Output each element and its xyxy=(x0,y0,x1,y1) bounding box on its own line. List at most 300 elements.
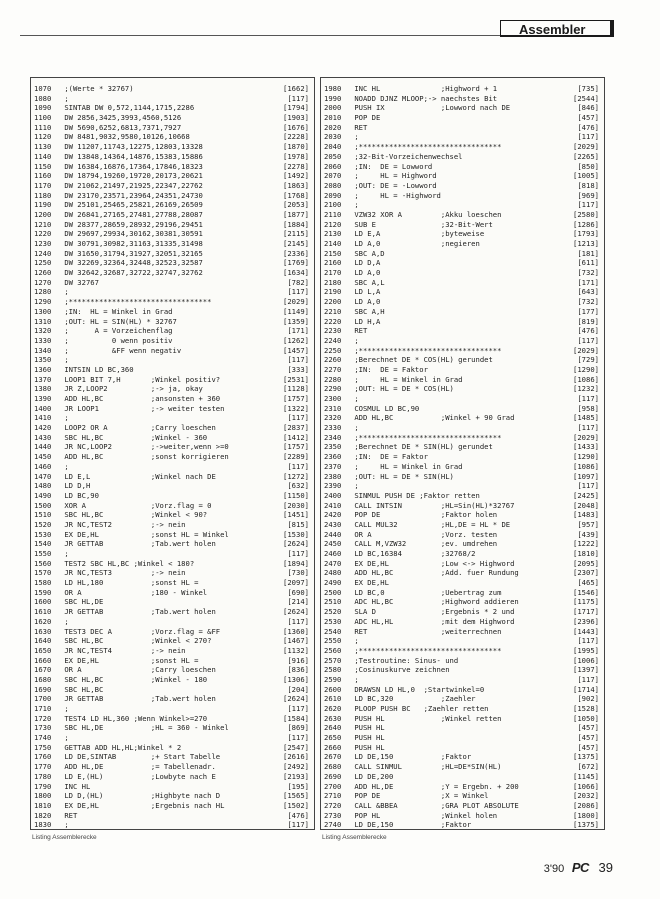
line-code: ;OUT: HL = SIN(HL) * 32767 xyxy=(60,316,177,326)
listing-line xyxy=(324,636,601,646)
listing-line xyxy=(324,84,601,94)
line-checksum: [476] xyxy=(287,810,309,820)
line-code: ADD HL,DE ;Y = Ergebn. + 200 xyxy=(350,781,519,791)
line-code: PUSH HL xyxy=(350,733,385,743)
line-code: DW 16384,16876,17364,17846,18323 xyxy=(60,161,203,171)
line-checksum: [1995] xyxy=(573,645,599,655)
line-code: RET xyxy=(350,122,368,132)
listing-line xyxy=(34,297,311,307)
listing-line xyxy=(34,782,311,792)
line-number: 2060 xyxy=(324,161,342,171)
line-code: INC HL xyxy=(60,781,91,791)
line-checksum: [1006] xyxy=(573,655,599,665)
line-code: LD A,0 xyxy=(350,268,381,278)
line-checksum: [1086] xyxy=(573,374,599,384)
line-code: ; xyxy=(60,355,69,365)
listing-line xyxy=(324,782,601,792)
line-checksum: [1714] xyxy=(573,684,599,694)
listing-line xyxy=(34,103,311,113)
line-number: 2570 xyxy=(324,655,342,665)
line-number: 2320 xyxy=(324,413,342,423)
listing-line xyxy=(34,442,311,452)
line-number: 1080 xyxy=(34,93,52,103)
line-checksum: [1050] xyxy=(573,713,599,723)
listing-line xyxy=(324,132,601,142)
line-number: 1100 xyxy=(34,113,52,123)
line-code: SINMUL PUSH DE ;Faktor retten xyxy=(350,490,480,500)
line-code: OR A ;180 - Winkel xyxy=(60,587,208,597)
line-number: 1400 xyxy=(34,403,52,413)
line-number: 2160 xyxy=(324,258,342,268)
line-number: 2050 xyxy=(324,151,342,161)
line-checksum: [177] xyxy=(577,306,599,316)
line-code: ADD HL,BC ;Winkel + 90 Grad xyxy=(350,413,515,423)
line-code: PUSH IX ;Lowword nach DE xyxy=(350,103,511,113)
listing-line xyxy=(34,462,311,472)
line-checksum: [439] xyxy=(577,529,599,539)
listing-line xyxy=(34,743,311,753)
line-code: ; HL = Winkel in Grad xyxy=(350,461,463,471)
listing-line xyxy=(324,811,601,821)
line-code: ; xyxy=(60,820,69,830)
line-checksum: [171] xyxy=(287,326,309,336)
listing-line xyxy=(324,491,601,501)
line-number: 1990 xyxy=(324,93,342,103)
line-number: 1280 xyxy=(34,287,52,297)
line-number: 2560 xyxy=(324,645,342,655)
line-code: LD A,0 ;negieren xyxy=(350,239,480,248)
line-number: 2310 xyxy=(324,403,342,413)
line-number: 1150 xyxy=(34,161,52,171)
line-number: 1750 xyxy=(34,742,52,752)
listing-line xyxy=(324,365,601,375)
line-number: 2200 xyxy=(324,297,342,307)
line-code: ;Cosinuskurve zeichnen xyxy=(350,665,450,675)
line-code: ;********************************* xyxy=(350,645,502,655)
listing-line xyxy=(34,491,311,501)
line-checksum: [916] xyxy=(287,655,309,665)
line-code: ; xyxy=(60,93,69,103)
line-number: 2480 xyxy=(324,568,342,578)
line-checksum: [1128] xyxy=(283,384,309,394)
line-code: ;********************************* xyxy=(350,345,502,355)
line-code: CALL SINMUL ;HL=DE*SIN(HL) xyxy=(350,762,502,772)
listing-caption-right: Listing Assemblerecke xyxy=(322,834,387,841)
line-checksum: [2032] xyxy=(573,791,599,801)
listing-line xyxy=(34,723,311,733)
line-code: OR A ;Carry loeschen xyxy=(60,665,216,675)
line-number: 1590 xyxy=(34,587,52,597)
line-checksum: [1433] xyxy=(573,442,599,452)
line-number: 1350 xyxy=(34,355,52,365)
line-code: SBC HL,BC ;Winkel < 90? xyxy=(60,510,208,520)
section-tab xyxy=(500,20,612,37)
line-checksum: [1145] xyxy=(573,771,599,781)
line-number: 1290 xyxy=(34,297,52,307)
line-code: EX DE,HL ;sonst HL = Winkel xyxy=(60,529,229,539)
line-code: JR GETTAB ;Tab.wert holen xyxy=(60,539,216,549)
line-code: ; xyxy=(350,481,359,491)
listing-line xyxy=(324,442,601,452)
line-checksum: [457] xyxy=(577,113,599,123)
line-number: 1700 xyxy=(34,694,52,704)
line-code: POP DE ;Faktor holen xyxy=(350,510,498,520)
listing-line xyxy=(34,820,311,830)
line-number: 2020 xyxy=(324,122,342,132)
line-number: 2610 xyxy=(324,694,342,704)
line-number: 2640 xyxy=(324,723,342,733)
line-checksum: [2425] xyxy=(573,490,599,500)
line-checksum: [2228] xyxy=(283,132,309,142)
line-checksum: [2580] xyxy=(573,209,599,219)
line-checksum: [902] xyxy=(577,694,599,704)
line-number: 1300 xyxy=(34,306,52,316)
line-number: 1230 xyxy=(34,239,52,248)
line-checksum: [836] xyxy=(287,665,309,675)
line-checksum: [672] xyxy=(577,762,599,772)
line-checksum: [2029] xyxy=(573,432,599,442)
line-checksum: [2030] xyxy=(283,500,309,510)
line-checksum: [1443] xyxy=(573,626,599,636)
line-number: 1340 xyxy=(34,345,52,355)
line-number: 1200 xyxy=(34,209,52,219)
line-code: ;********************************* xyxy=(350,432,502,442)
line-checksum: [1086] xyxy=(573,461,599,471)
line-code: LOOP2 OR A ;Carry loeschen xyxy=(60,423,216,433)
line-number: 2290 xyxy=(324,384,342,394)
line-number: 1480 xyxy=(34,481,52,491)
line-number: 2680 xyxy=(324,762,342,772)
line-checksum: [2396] xyxy=(573,616,599,626)
line-number: 2040 xyxy=(324,142,342,152)
line-number: 2590 xyxy=(324,674,342,684)
line-code: ; xyxy=(60,616,69,626)
line-checksum: [2531] xyxy=(283,374,309,384)
listing-line xyxy=(34,210,311,220)
line-number: 2100 xyxy=(324,200,342,210)
line-checksum: [643] xyxy=(577,287,599,297)
line-checksum: [117] xyxy=(577,394,599,403)
listing-line xyxy=(324,317,601,327)
line-checksum: [1793] xyxy=(573,229,599,239)
line-number: 2520 xyxy=(324,607,342,617)
line-code: ; xyxy=(60,287,69,297)
listing-line xyxy=(324,481,601,491)
listing-line xyxy=(324,346,601,356)
listing-line xyxy=(324,336,601,346)
line-number: 2660 xyxy=(324,742,342,752)
line-checksum: [1451] xyxy=(283,510,309,520)
listing-line xyxy=(34,307,311,317)
listing-line xyxy=(324,559,601,569)
listing-line xyxy=(324,549,601,559)
listing-line xyxy=(324,791,601,801)
listing-line xyxy=(34,229,311,239)
line-checksum: [2265] xyxy=(573,151,599,161)
listing-line xyxy=(324,675,601,685)
listing-line xyxy=(324,394,601,404)
line-code: RET xyxy=(60,810,78,820)
line-code: CALL MUL32 ;HL,DE = HL * DE xyxy=(350,519,511,529)
line-number: 2180 xyxy=(324,277,342,287)
line-checksum: [2278] xyxy=(283,161,309,171)
line-number: 2250 xyxy=(324,345,342,355)
listing-line xyxy=(324,220,601,230)
listing-line xyxy=(34,433,311,443)
line-checksum: [782] xyxy=(287,277,309,287)
line-checksum: [2544] xyxy=(573,93,599,103)
listing-line xyxy=(34,384,311,394)
line-code: LD BC,320 ;Zaehler xyxy=(350,694,476,704)
line-checksum: [969] xyxy=(577,190,599,200)
line-code: COSMUL LD BC,90 xyxy=(350,403,420,413)
line-code: PLOOP PUSH BC ;Zaehler retten xyxy=(350,704,489,713)
listing-line xyxy=(324,501,601,511)
listing-line xyxy=(34,142,311,152)
line-checksum: [730] xyxy=(287,568,309,578)
line-checksum: [476] xyxy=(577,122,599,132)
line-number: 2340 xyxy=(324,432,342,442)
listing-line xyxy=(34,636,311,646)
line-number: 2550 xyxy=(324,636,342,646)
line-checksum: [117] xyxy=(287,733,309,743)
listing-line xyxy=(34,627,311,637)
line-code: ; xyxy=(350,132,359,142)
listing-line xyxy=(324,762,601,772)
line-code: ADC HL,HL ;mit dem Highword xyxy=(350,616,515,626)
listing-line xyxy=(324,307,601,317)
line-code: ;********************************* xyxy=(350,142,502,152)
line-number: 1310 xyxy=(34,316,52,326)
line-number: 1640 xyxy=(34,636,52,646)
listing-line xyxy=(324,152,601,162)
line-number: 1090 xyxy=(34,103,52,113)
line-number: 1440 xyxy=(34,442,52,452)
line-checksum: [1483] xyxy=(573,510,599,520)
line-code: LD E,(HL) ;Lowbyte nach E xyxy=(60,771,216,781)
listing-line xyxy=(324,656,601,666)
line-checksum: [869] xyxy=(287,723,309,733)
line-number: 2220 xyxy=(324,316,342,326)
line-code: ;IN: HL = Winkel in Grad xyxy=(60,306,173,316)
listing-line xyxy=(34,278,311,288)
line-number: 1410 xyxy=(34,413,52,423)
line-number: 1240 xyxy=(34,248,52,258)
line-number: 1070 xyxy=(34,84,52,93)
line-number: 2690 xyxy=(324,771,342,781)
line-checksum: [819] xyxy=(577,316,599,326)
line-checksum: [1546] xyxy=(573,587,599,597)
line-number: 2700 xyxy=(324,781,342,791)
line-checksum: [1768] xyxy=(283,190,309,200)
line-number: 1430 xyxy=(34,432,52,442)
line-code: ADC HL,BC ;Highword addieren xyxy=(350,597,519,607)
line-number: 1580 xyxy=(34,578,52,588)
line-number: 2350 xyxy=(324,442,342,452)
line-number: 1790 xyxy=(34,781,52,791)
line-checksum: [2547] xyxy=(283,742,309,752)
listing-line xyxy=(324,297,601,307)
listing-line xyxy=(34,249,311,259)
line-code: JR LOOP1 ;-> weiter testen xyxy=(60,403,225,413)
line-number: 1650 xyxy=(34,645,52,655)
line-number: 2440 xyxy=(324,529,342,539)
line-number: 2360 xyxy=(324,452,342,462)
line-checksum: [117] xyxy=(577,132,599,142)
line-code: TEST2 SBC HL,BC ;Winkel < 180? xyxy=(60,558,195,568)
line-number: 1570 xyxy=(34,568,52,578)
line-checksum: [2289] xyxy=(283,452,309,462)
line-checksum: [1757] xyxy=(283,442,309,452)
line-checksum: [1800] xyxy=(573,810,599,820)
magazine-logo: PC xyxy=(571,860,589,875)
listing-line xyxy=(34,568,311,578)
line-number: 2630 xyxy=(324,713,342,723)
line-checksum: [1584] xyxy=(283,713,309,723)
line-checksum: [2097] xyxy=(283,578,309,588)
line-number: 2460 xyxy=(324,549,342,558)
listing-line xyxy=(324,239,601,249)
listing-line xyxy=(324,462,601,472)
line-number: 2270 xyxy=(324,364,342,374)
line-checksum: [2029] xyxy=(573,142,599,152)
line-number: 1540 xyxy=(34,539,52,549)
line-number: 1380 xyxy=(34,384,52,394)
line-checksum: [1492] xyxy=(283,171,309,181)
line-code: JR NC,TEST4 ;-> nein xyxy=(60,645,186,655)
listing-line xyxy=(34,394,311,404)
line-number: 1530 xyxy=(34,529,52,539)
line-checksum: [1717] xyxy=(573,607,599,617)
line-code: ADD HL,DE ;= Tabellenadr. xyxy=(60,762,216,772)
line-checksum: [195] xyxy=(287,781,309,791)
line-checksum: [117] xyxy=(287,549,309,558)
line-code: DW 8481,9032,9580,10126,10668 xyxy=(60,132,190,142)
listing-line xyxy=(34,113,311,123)
listing-line xyxy=(324,733,601,743)
line-number: 1810 xyxy=(34,800,52,810)
line-code: SBC HL,DE xyxy=(60,597,104,607)
line-number: 2090 xyxy=(324,190,342,200)
listing-line xyxy=(324,820,601,830)
line-checksum: [2193] xyxy=(283,771,309,781)
line-code: RET ;weiterrechnen xyxy=(350,626,502,636)
line-checksum: [2492] xyxy=(283,762,309,772)
line-number: 2110 xyxy=(324,209,342,219)
header-rule xyxy=(20,35,510,36)
line-checksum: [2086] xyxy=(573,800,599,810)
line-checksum: [1290] xyxy=(573,364,599,374)
line-code: ; HL = -Highword xyxy=(350,190,441,200)
line-checksum: [1502] xyxy=(283,800,309,810)
listing-line xyxy=(34,530,311,540)
line-number: 2710 xyxy=(324,791,342,801)
listing-line xyxy=(324,258,601,268)
line-code: DW 25101,25465,25821,26169,26509 xyxy=(60,200,203,210)
line-checksum: [117] xyxy=(577,335,599,345)
listing-lines-left xyxy=(34,84,311,830)
listing-line xyxy=(324,171,601,181)
line-code: ADD HL,BC ;Add. fuer Rundung xyxy=(350,568,519,578)
line-code: POP DE xyxy=(350,113,381,123)
line-code: ; xyxy=(60,704,69,713)
listing-line xyxy=(34,597,311,607)
listing-line xyxy=(34,607,311,617)
line-code: DW 30791,30982,31163,31335,31498 xyxy=(60,239,203,248)
line-checksum: [2837] xyxy=(283,423,309,433)
listing-line xyxy=(324,801,601,811)
listing-line xyxy=(34,772,311,782)
listing-column-right xyxy=(320,77,605,830)
line-number: 2120 xyxy=(324,219,342,229)
line-checksum: [732] xyxy=(577,297,599,307)
listing-column-left xyxy=(30,77,315,830)
line-number: 2300 xyxy=(324,394,342,403)
listing-line xyxy=(34,317,311,327)
line-checksum: [1794] xyxy=(283,103,309,113)
line-code: ;OUT: DE = -Lowword xyxy=(350,180,437,190)
line-number: 2080 xyxy=(324,180,342,190)
line-code: ; &FF wenn negativ xyxy=(60,345,182,355)
listing-line xyxy=(324,123,601,133)
listing-line xyxy=(34,791,311,801)
line-checksum: [1903] xyxy=(283,113,309,123)
listing-line xyxy=(324,539,601,549)
line-number: 2510 xyxy=(324,597,342,607)
line-number: 1160 xyxy=(34,171,52,181)
line-number: 1250 xyxy=(34,258,52,268)
line-checksum: [1863] xyxy=(283,180,309,190)
line-checksum: [1132] xyxy=(283,645,309,655)
line-checksum: [1149] xyxy=(283,306,309,316)
line-number: 1680 xyxy=(34,674,52,684)
listing-line xyxy=(34,326,311,336)
line-number: 2420 xyxy=(324,510,342,520)
line-checksum: [1005] xyxy=(573,171,599,181)
line-code: ; xyxy=(60,413,69,423)
line-number: 1520 xyxy=(34,519,52,529)
line-code: LD D,H xyxy=(60,481,91,491)
listing-line xyxy=(34,801,311,811)
line-number: 1770 xyxy=(34,762,52,772)
listing-line xyxy=(324,326,601,336)
line-code: ;Testroutine: Sinus- und xyxy=(350,655,459,665)
line-code: OR A ;Vorz. testen xyxy=(350,529,498,539)
line-number: 1720 xyxy=(34,713,52,723)
line-checksum: [1757] xyxy=(283,394,309,403)
line-checksum: [214] xyxy=(287,597,309,607)
line-code: ; xyxy=(350,335,359,345)
line-checksum: [476] xyxy=(577,326,599,336)
line-checksum: [818] xyxy=(577,180,599,190)
line-checksum: [117] xyxy=(577,200,599,210)
page-number: 39 xyxy=(598,860,613,875)
line-number: 2240 xyxy=(324,335,342,345)
line-code: POP HL ;Winkel holen xyxy=(350,810,498,820)
line-number: 1420 xyxy=(34,423,52,433)
listing-line xyxy=(34,588,311,598)
line-code: SINTAB DW 0,572,1144,1715,2286 xyxy=(60,103,195,113)
listing-line xyxy=(324,646,601,656)
line-code: EX DE,HL ;Ergebnis nach HL xyxy=(60,800,225,810)
line-checksum: [1290] xyxy=(573,452,599,462)
line-number: 1450 xyxy=(34,452,52,462)
page-footer xyxy=(544,860,613,875)
line-code: LD BC,0 ;Uebertrag zum xyxy=(350,587,502,597)
line-checksum: [1066] xyxy=(573,781,599,791)
line-code: SUB E ;32-Bit-Wert xyxy=(350,219,493,229)
listing-line xyxy=(324,743,601,753)
